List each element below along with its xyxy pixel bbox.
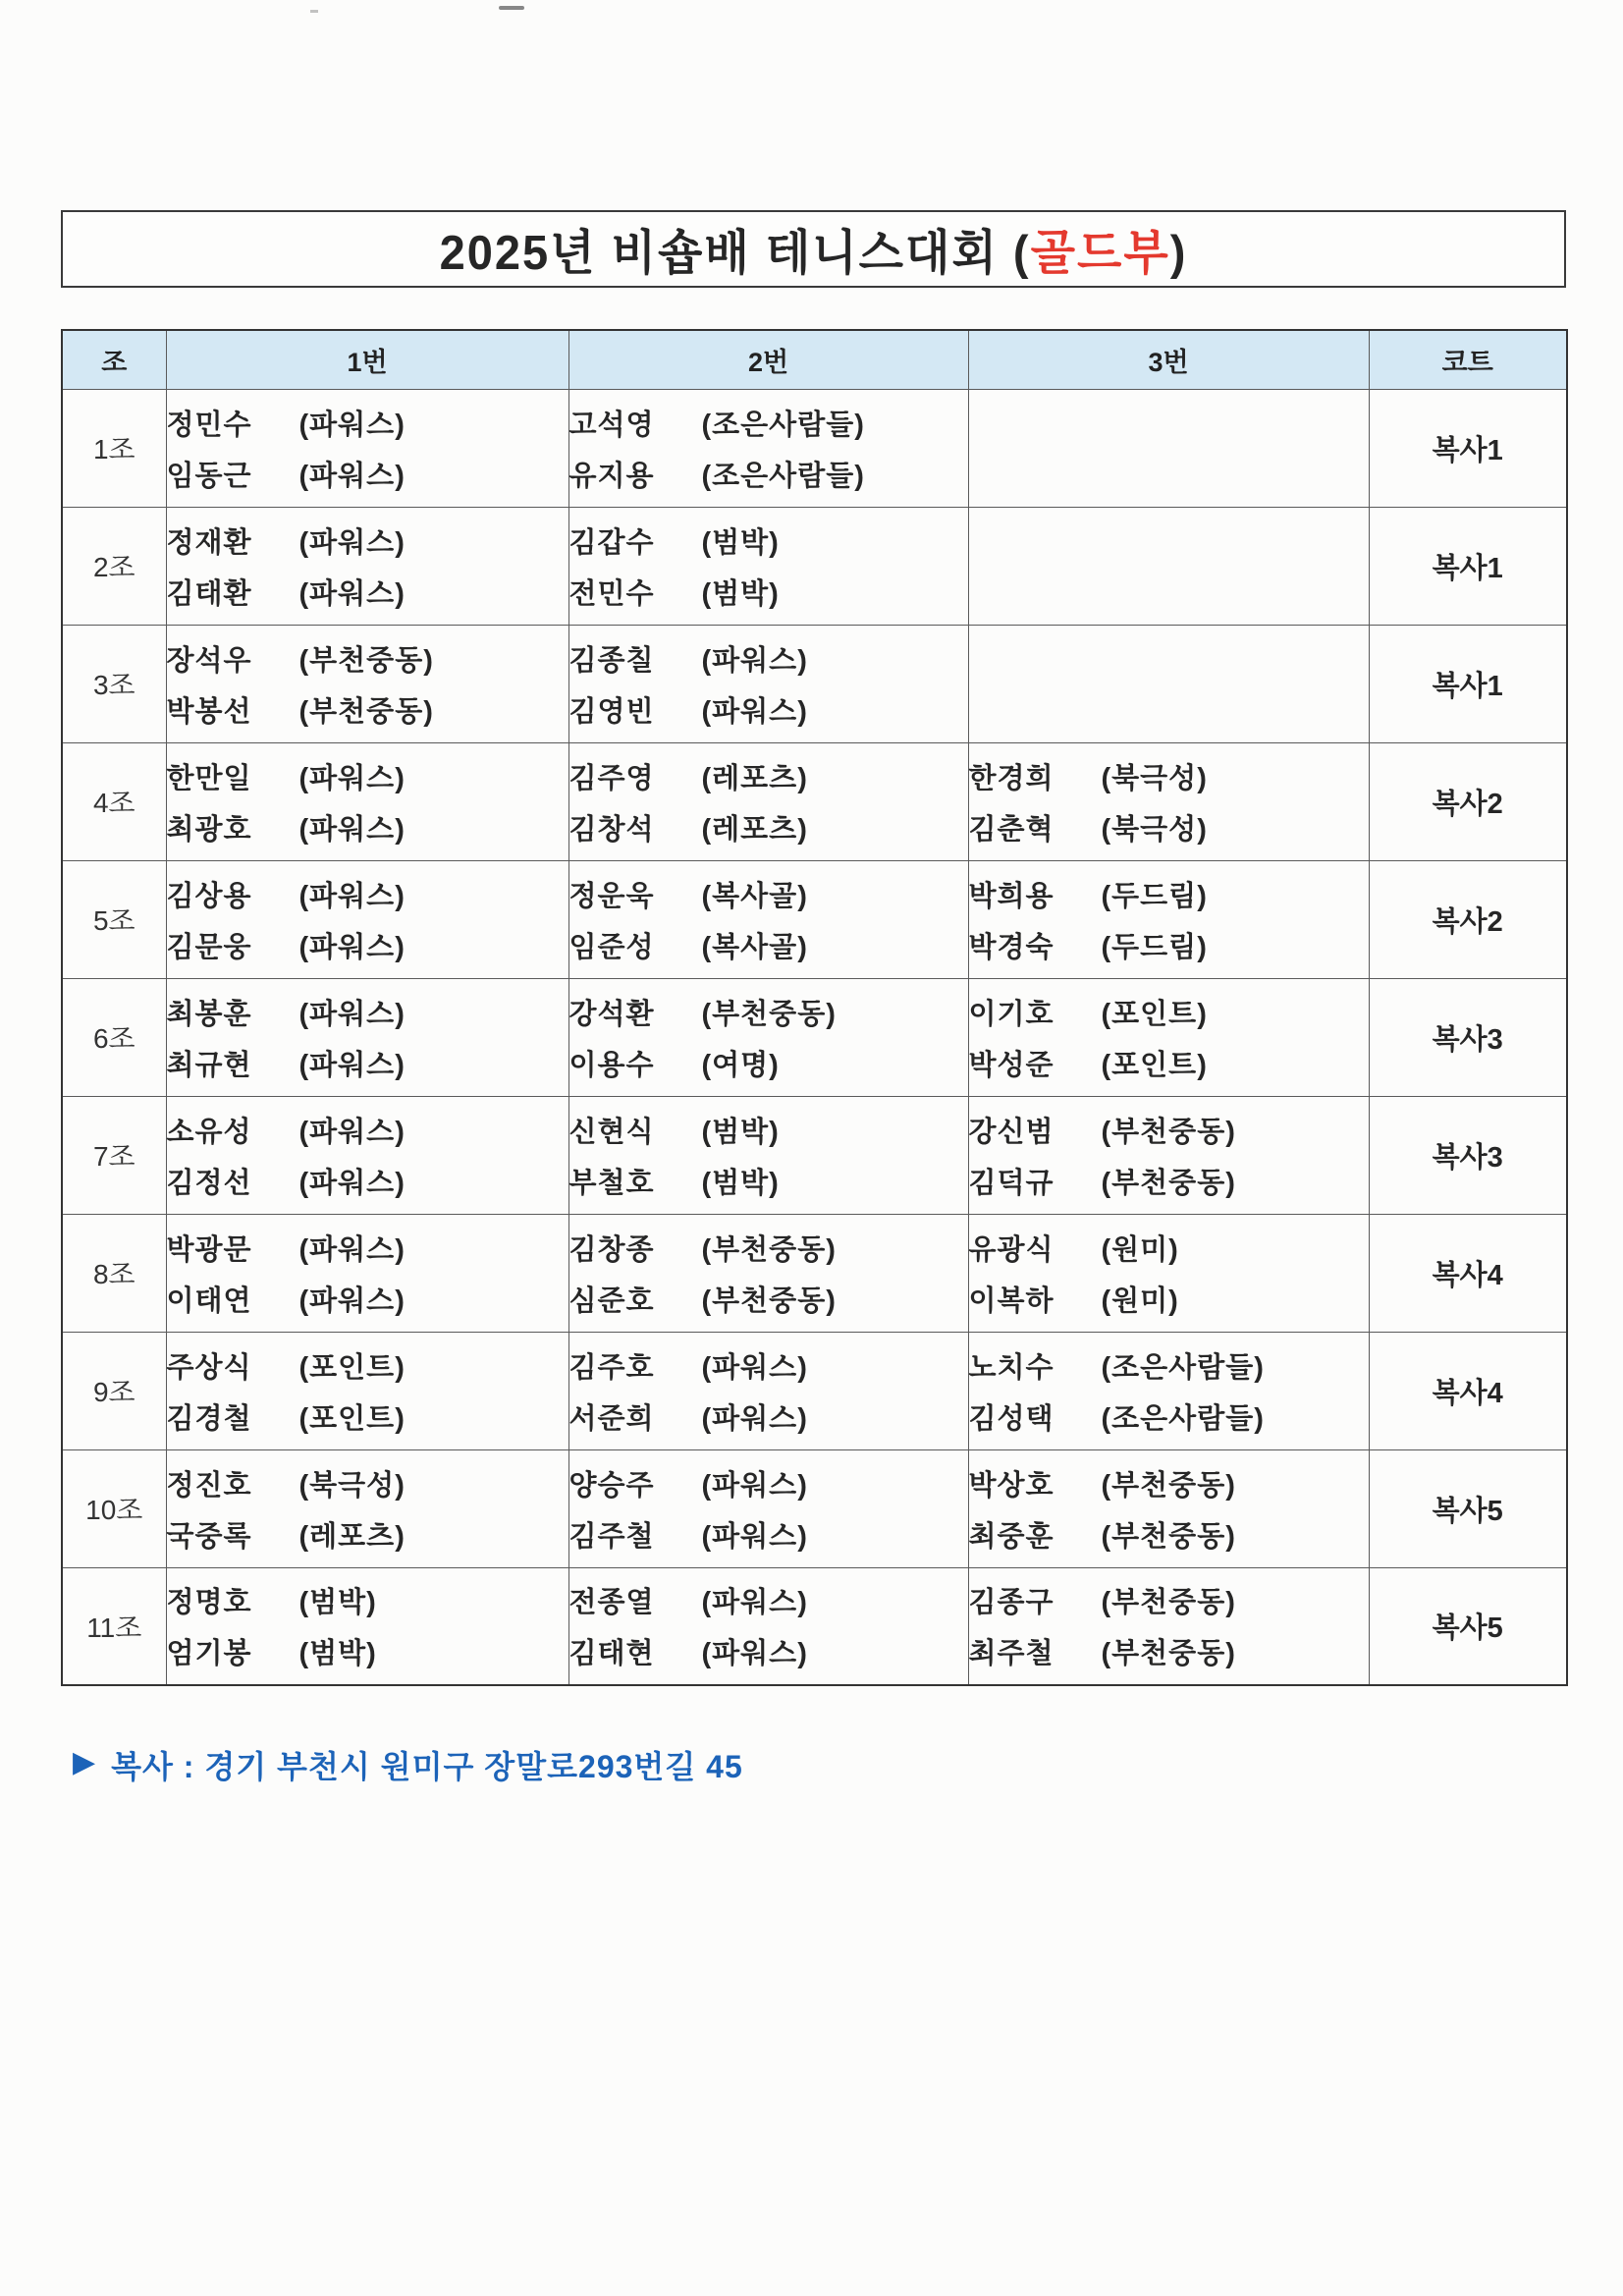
player-club: (조은사람들) bbox=[1101, 1351, 1265, 1384]
player-name: 국중록 bbox=[166, 1520, 252, 1553]
player-line bbox=[167, 1514, 568, 1555]
player-name: 서준희 bbox=[568, 1402, 655, 1435]
player-line bbox=[167, 874, 568, 914]
player-name: 노치수 bbox=[968, 1351, 1055, 1384]
player-club: (범박) bbox=[701, 1116, 780, 1148]
table-row bbox=[62, 1096, 1567, 1214]
table-row bbox=[62, 389, 1567, 507]
player-club: (조은사람들) bbox=[701, 409, 865, 441]
player-name: 김창종 bbox=[568, 1233, 655, 1266]
table-row bbox=[62, 1449, 1567, 1567]
team-cell bbox=[968, 389, 1369, 507]
scan-artifact bbox=[499, 6, 524, 10]
player-club: (범박) bbox=[701, 577, 780, 610]
player-name: 유지용 bbox=[568, 460, 655, 492]
player-club: (파워스) bbox=[298, 813, 406, 846]
col-header-court: 코트 bbox=[1369, 330, 1567, 389]
player-line bbox=[167, 992, 568, 1032]
player-club: (부천중동) bbox=[1101, 1167, 1236, 1199]
player-line bbox=[969, 925, 1369, 965]
player-line bbox=[167, 1279, 568, 1319]
player-name: 한만일 bbox=[166, 762, 252, 794]
col-header-group: 조 bbox=[62, 330, 166, 389]
player-line bbox=[969, 1279, 1369, 1319]
player-club: (부천중동) bbox=[701, 1285, 837, 1317]
player-line bbox=[167, 403, 568, 443]
player-club: (파워스) bbox=[298, 1285, 406, 1317]
player-name: 김문웅 bbox=[166, 931, 252, 963]
player-club: (범박) bbox=[298, 1587, 377, 1619]
player-line bbox=[167, 689, 568, 730]
player-club: (파워스) bbox=[701, 1638, 808, 1670]
table-row bbox=[62, 1214, 1567, 1332]
player-name: 임준성 bbox=[568, 931, 655, 963]
player-club: (파워스) bbox=[298, 880, 406, 912]
player-line bbox=[167, 756, 568, 796]
player-club: (파워스) bbox=[701, 1587, 808, 1619]
team-cell bbox=[568, 507, 968, 625]
player-name: 정운욱 bbox=[568, 880, 655, 912]
player-club: (파워스) bbox=[298, 1116, 406, 1148]
player-club: (레포츠) bbox=[701, 762, 808, 794]
triangle-bullet-icon: ▶ bbox=[73, 1746, 96, 1778]
court-cell: 복사1 bbox=[1369, 625, 1567, 742]
scan-artifact bbox=[310, 10, 318, 13]
court-address-line bbox=[73, 1742, 743, 1787]
player-name: 김성택 bbox=[968, 1402, 1055, 1435]
title-prefix: 2025년 비숍배 테니스대회 ( bbox=[439, 225, 1031, 280]
player-line bbox=[569, 925, 968, 965]
player-name: 박희용 bbox=[968, 880, 1055, 912]
player-name: 박상호 bbox=[968, 1469, 1055, 1502]
player-line bbox=[569, 689, 968, 730]
player-line bbox=[969, 1514, 1369, 1555]
player-line bbox=[569, 403, 968, 443]
group-label: 3조 bbox=[62, 625, 166, 742]
player-name: 한경희 bbox=[968, 762, 1055, 794]
player-line bbox=[167, 925, 568, 965]
player-line bbox=[167, 1110, 568, 1150]
player-name: 심준호 bbox=[568, 1285, 655, 1317]
player-line bbox=[569, 1228, 968, 1268]
title-division-highlight: 골드부 bbox=[1030, 225, 1170, 280]
player-club: (파워스) bbox=[298, 409, 406, 441]
player-name: 이용수 bbox=[568, 1049, 655, 1081]
player-club: (부천중동) bbox=[298, 644, 434, 677]
team-cell bbox=[166, 860, 568, 978]
player-club: (조은사람들) bbox=[701, 460, 865, 492]
player-line bbox=[167, 1043, 568, 1083]
player-club: (파워스) bbox=[298, 998, 406, 1030]
player-line bbox=[569, 1514, 968, 1555]
group-label: 10조 bbox=[62, 1449, 166, 1567]
title-box bbox=[61, 210, 1566, 288]
player-club: (범박) bbox=[701, 526, 780, 559]
player-club: (포인트) bbox=[1101, 1049, 1208, 1081]
player-line bbox=[167, 1345, 568, 1386]
team-cell bbox=[568, 1214, 968, 1332]
player-club: (파워스) bbox=[298, 1167, 406, 1199]
table-row bbox=[62, 860, 1567, 978]
team-cell bbox=[568, 1449, 968, 1567]
player-name: 부철호 bbox=[568, 1167, 655, 1199]
player-line bbox=[167, 454, 568, 494]
player-line bbox=[569, 1043, 968, 1083]
team-cell bbox=[166, 1449, 568, 1567]
table-row bbox=[62, 1567, 1567, 1685]
group-label: 6조 bbox=[62, 978, 166, 1096]
player-line bbox=[167, 1396, 568, 1437]
player-line bbox=[969, 1396, 1369, 1437]
player-name: 박경숙 bbox=[968, 931, 1055, 963]
team-cell bbox=[968, 1096, 1369, 1214]
court-cell: 복사2 bbox=[1369, 860, 1567, 978]
player-name: 박광문 bbox=[166, 1233, 252, 1266]
player-club: (부천중동) bbox=[1101, 1116, 1236, 1148]
player-line bbox=[569, 807, 968, 847]
team-cell bbox=[166, 978, 568, 1096]
player-name: 정진호 bbox=[166, 1469, 252, 1502]
team-cell bbox=[968, 860, 1369, 978]
player-name: 소유성 bbox=[166, 1116, 252, 1148]
table-row bbox=[62, 1332, 1567, 1449]
player-name: 유광식 bbox=[968, 1233, 1055, 1266]
player-club: (파워스) bbox=[701, 695, 808, 728]
player-name: 고석영 bbox=[568, 409, 655, 441]
player-club: (부천중동) bbox=[1101, 1520, 1236, 1553]
player-name: 김춘혁 bbox=[968, 813, 1055, 846]
player-line bbox=[969, 756, 1369, 796]
player-name: 주상식 bbox=[166, 1351, 252, 1384]
group-label: 7조 bbox=[62, 1096, 166, 1214]
player-club: (파워스) bbox=[701, 1351, 808, 1384]
player-name: 김태환 bbox=[166, 577, 252, 610]
group-label: 11조 bbox=[62, 1567, 166, 1685]
player-name: 정민수 bbox=[166, 409, 252, 441]
player-name: 최규현 bbox=[166, 1049, 252, 1081]
player-club: (파워스) bbox=[298, 1049, 406, 1081]
player-name: 김주영 bbox=[568, 762, 655, 794]
player-name: 엄기봉 bbox=[166, 1638, 252, 1670]
court-cell: 복사1 bbox=[1369, 389, 1567, 507]
team-cell bbox=[968, 625, 1369, 742]
team-cell bbox=[568, 625, 968, 742]
player-name: 김종구 bbox=[968, 1587, 1055, 1619]
player-name: 박성준 bbox=[968, 1049, 1055, 1081]
player-name: 강석환 bbox=[568, 998, 655, 1030]
player-club: (부천중동) bbox=[701, 998, 837, 1030]
player-line bbox=[167, 1631, 568, 1671]
player-club: (북극성) bbox=[1101, 813, 1208, 846]
player-line bbox=[969, 1631, 1369, 1671]
player-line bbox=[969, 807, 1369, 847]
player-name: 김정선 bbox=[166, 1167, 252, 1199]
team-cell bbox=[568, 1332, 968, 1449]
player-line bbox=[969, 874, 1369, 914]
team-cell bbox=[568, 389, 968, 507]
team-cell bbox=[166, 1096, 568, 1214]
player-line bbox=[569, 1580, 968, 1620]
player-line bbox=[969, 992, 1369, 1032]
team-cell bbox=[166, 389, 568, 507]
player-line bbox=[569, 992, 968, 1032]
player-line bbox=[569, 1463, 968, 1503]
team-cell bbox=[166, 1332, 568, 1449]
player-club: (범박) bbox=[298, 1638, 377, 1670]
player-club: (북극성) bbox=[298, 1469, 406, 1502]
group-label: 1조 bbox=[62, 389, 166, 507]
team-cell bbox=[568, 1096, 968, 1214]
player-line bbox=[569, 454, 968, 494]
player-name: 이태연 bbox=[166, 1285, 252, 1317]
player-name: 김상용 bbox=[166, 880, 252, 912]
player-line bbox=[569, 1345, 968, 1386]
col-header-seed3: 3번 bbox=[968, 330, 1369, 389]
player-line bbox=[167, 1463, 568, 1503]
player-line bbox=[969, 1580, 1369, 1620]
team-cell bbox=[968, 978, 1369, 1096]
player-name: 최봉훈 bbox=[166, 998, 252, 1030]
player-club: (파워스) bbox=[298, 526, 406, 559]
group-label: 2조 bbox=[62, 507, 166, 625]
player-name: 전종열 bbox=[568, 1587, 655, 1619]
player-name: 신현식 bbox=[568, 1116, 655, 1148]
court-cell: 복사4 bbox=[1369, 1214, 1567, 1332]
player-club: (파워스) bbox=[298, 762, 406, 794]
player-club: (부천중동) bbox=[1101, 1587, 1236, 1619]
player-name: 김창석 bbox=[568, 813, 655, 846]
player-club: (레포츠) bbox=[701, 813, 808, 846]
player-line bbox=[569, 520, 968, 561]
player-line bbox=[167, 1580, 568, 1620]
player-name: 김경철 bbox=[166, 1402, 252, 1435]
player-line bbox=[569, 874, 968, 914]
court-cell: 복사1 bbox=[1369, 507, 1567, 625]
player-club: (포인트) bbox=[298, 1351, 406, 1384]
player-line bbox=[569, 572, 968, 612]
player-club: (파워스) bbox=[298, 931, 406, 963]
player-line bbox=[167, 638, 568, 679]
player-name: 이복하 bbox=[968, 1285, 1055, 1317]
player-line bbox=[569, 1279, 968, 1319]
player-line bbox=[167, 1161, 568, 1201]
player-line bbox=[969, 1463, 1369, 1503]
player-club: (포인트) bbox=[1101, 998, 1208, 1030]
court-cell: 복사3 bbox=[1369, 978, 1567, 1096]
table-row bbox=[62, 978, 1567, 1096]
player-club: (파워스) bbox=[298, 460, 406, 492]
player-line bbox=[569, 756, 968, 796]
team-cell bbox=[968, 507, 1369, 625]
player-club: (파워스) bbox=[298, 1233, 406, 1266]
player-club: (두드림) bbox=[1101, 880, 1208, 912]
court-cell: 복사5 bbox=[1369, 1449, 1567, 1567]
team-cell bbox=[166, 1214, 568, 1332]
team-cell bbox=[968, 1567, 1369, 1685]
group-label: 5조 bbox=[62, 860, 166, 978]
player-name: 김종칠 bbox=[568, 644, 655, 677]
player-club: (여명) bbox=[701, 1049, 780, 1081]
title-suffix: ) bbox=[1169, 225, 1188, 280]
table-row bbox=[62, 742, 1567, 860]
team-cell bbox=[568, 1567, 968, 1685]
player-club: (두드림) bbox=[1101, 931, 1208, 963]
team-cell bbox=[968, 1214, 1369, 1332]
player-name: 장석우 bbox=[166, 644, 252, 677]
team-cell bbox=[568, 978, 968, 1096]
court-address-text: 복사 : 경기 부천시 원미구 장말로293번길 45 bbox=[111, 1749, 743, 1784]
court-cell: 복사4 bbox=[1369, 1332, 1567, 1449]
player-line bbox=[969, 1228, 1369, 1268]
player-name: 박봉선 bbox=[166, 695, 252, 728]
player-line bbox=[167, 520, 568, 561]
tournament-group-table bbox=[61, 329, 1568, 1686]
player-line bbox=[569, 1396, 968, 1437]
player-name: 전민수 bbox=[568, 577, 655, 610]
player-name: 양승주 bbox=[568, 1469, 655, 1502]
team-cell bbox=[166, 507, 568, 625]
team-cell bbox=[166, 742, 568, 860]
player-name: 강신범 bbox=[968, 1116, 1055, 1148]
table-row bbox=[62, 507, 1567, 625]
table-row bbox=[62, 625, 1567, 742]
team-cell bbox=[568, 742, 968, 860]
court-cell: 복사2 bbox=[1369, 742, 1567, 860]
player-line bbox=[969, 1110, 1369, 1150]
player-line bbox=[167, 1228, 568, 1268]
player-name: 최중훈 bbox=[968, 1520, 1055, 1553]
team-cell bbox=[166, 1567, 568, 1685]
player-club: (부천중동) bbox=[298, 695, 434, 728]
player-club: (파워스) bbox=[701, 1469, 808, 1502]
team-cell bbox=[166, 625, 568, 742]
player-club: (부천중동) bbox=[701, 1233, 837, 1266]
player-club: (복사골) bbox=[701, 880, 808, 912]
page-title bbox=[440, 215, 1188, 284]
player-line bbox=[167, 572, 568, 612]
player-club: (부천중동) bbox=[1101, 1469, 1236, 1502]
player-club: (포인트) bbox=[298, 1402, 406, 1435]
player-name: 김영빈 bbox=[568, 695, 655, 728]
player-name: 김주철 bbox=[568, 1520, 655, 1553]
player-line bbox=[569, 1631, 968, 1671]
player-name: 김덕규 bbox=[968, 1167, 1055, 1199]
player-line bbox=[167, 807, 568, 847]
court-cell: 복사5 bbox=[1369, 1567, 1567, 1685]
col-header-seed1: 1번 bbox=[166, 330, 568, 389]
player-club: (복사골) bbox=[701, 931, 808, 963]
team-cell bbox=[968, 1449, 1369, 1567]
player-name: 이기호 bbox=[968, 998, 1055, 1030]
player-name: 김주호 bbox=[568, 1351, 655, 1384]
player-line bbox=[969, 1345, 1369, 1386]
team-cell bbox=[568, 860, 968, 978]
group-table-body bbox=[62, 389, 1567, 1685]
player-line bbox=[569, 638, 968, 679]
court-cell: 복사3 bbox=[1369, 1096, 1567, 1214]
player-club: (북극성) bbox=[1101, 762, 1208, 794]
player-club: (레포츠) bbox=[298, 1520, 406, 1553]
player-name: 최주철 bbox=[968, 1638, 1055, 1670]
player-name: 정재환 bbox=[166, 526, 252, 559]
team-cell bbox=[968, 1332, 1369, 1449]
player-name: 정명호 bbox=[166, 1587, 252, 1619]
player-name: 최광호 bbox=[166, 813, 252, 846]
player-line bbox=[969, 1043, 1369, 1083]
player-club: (원미) bbox=[1101, 1233, 1179, 1266]
player-line bbox=[969, 1161, 1369, 1201]
player-club: (파워스) bbox=[701, 1520, 808, 1553]
group-label: 8조 bbox=[62, 1214, 166, 1332]
team-cell bbox=[968, 742, 1369, 860]
group-label: 4조 bbox=[62, 742, 166, 860]
player-club: (조은사람들) bbox=[1101, 1402, 1265, 1435]
player-name: 임동근 bbox=[166, 460, 252, 492]
player-line bbox=[569, 1110, 968, 1150]
player-club: (부천중동) bbox=[1101, 1638, 1236, 1670]
group-label: 9조 bbox=[62, 1332, 166, 1449]
player-club: (범박) bbox=[701, 1167, 780, 1199]
player-name: 김태현 bbox=[568, 1638, 655, 1670]
table-header-row bbox=[62, 330, 1567, 389]
player-club: (파워스) bbox=[701, 1402, 808, 1435]
player-club: (파워스) bbox=[701, 644, 808, 677]
col-header-seed2: 2번 bbox=[568, 330, 968, 389]
player-line bbox=[569, 1161, 968, 1201]
player-club: (원미) bbox=[1101, 1285, 1179, 1317]
player-name: 김갑수 bbox=[568, 526, 655, 559]
player-club: (파워스) bbox=[298, 577, 406, 610]
